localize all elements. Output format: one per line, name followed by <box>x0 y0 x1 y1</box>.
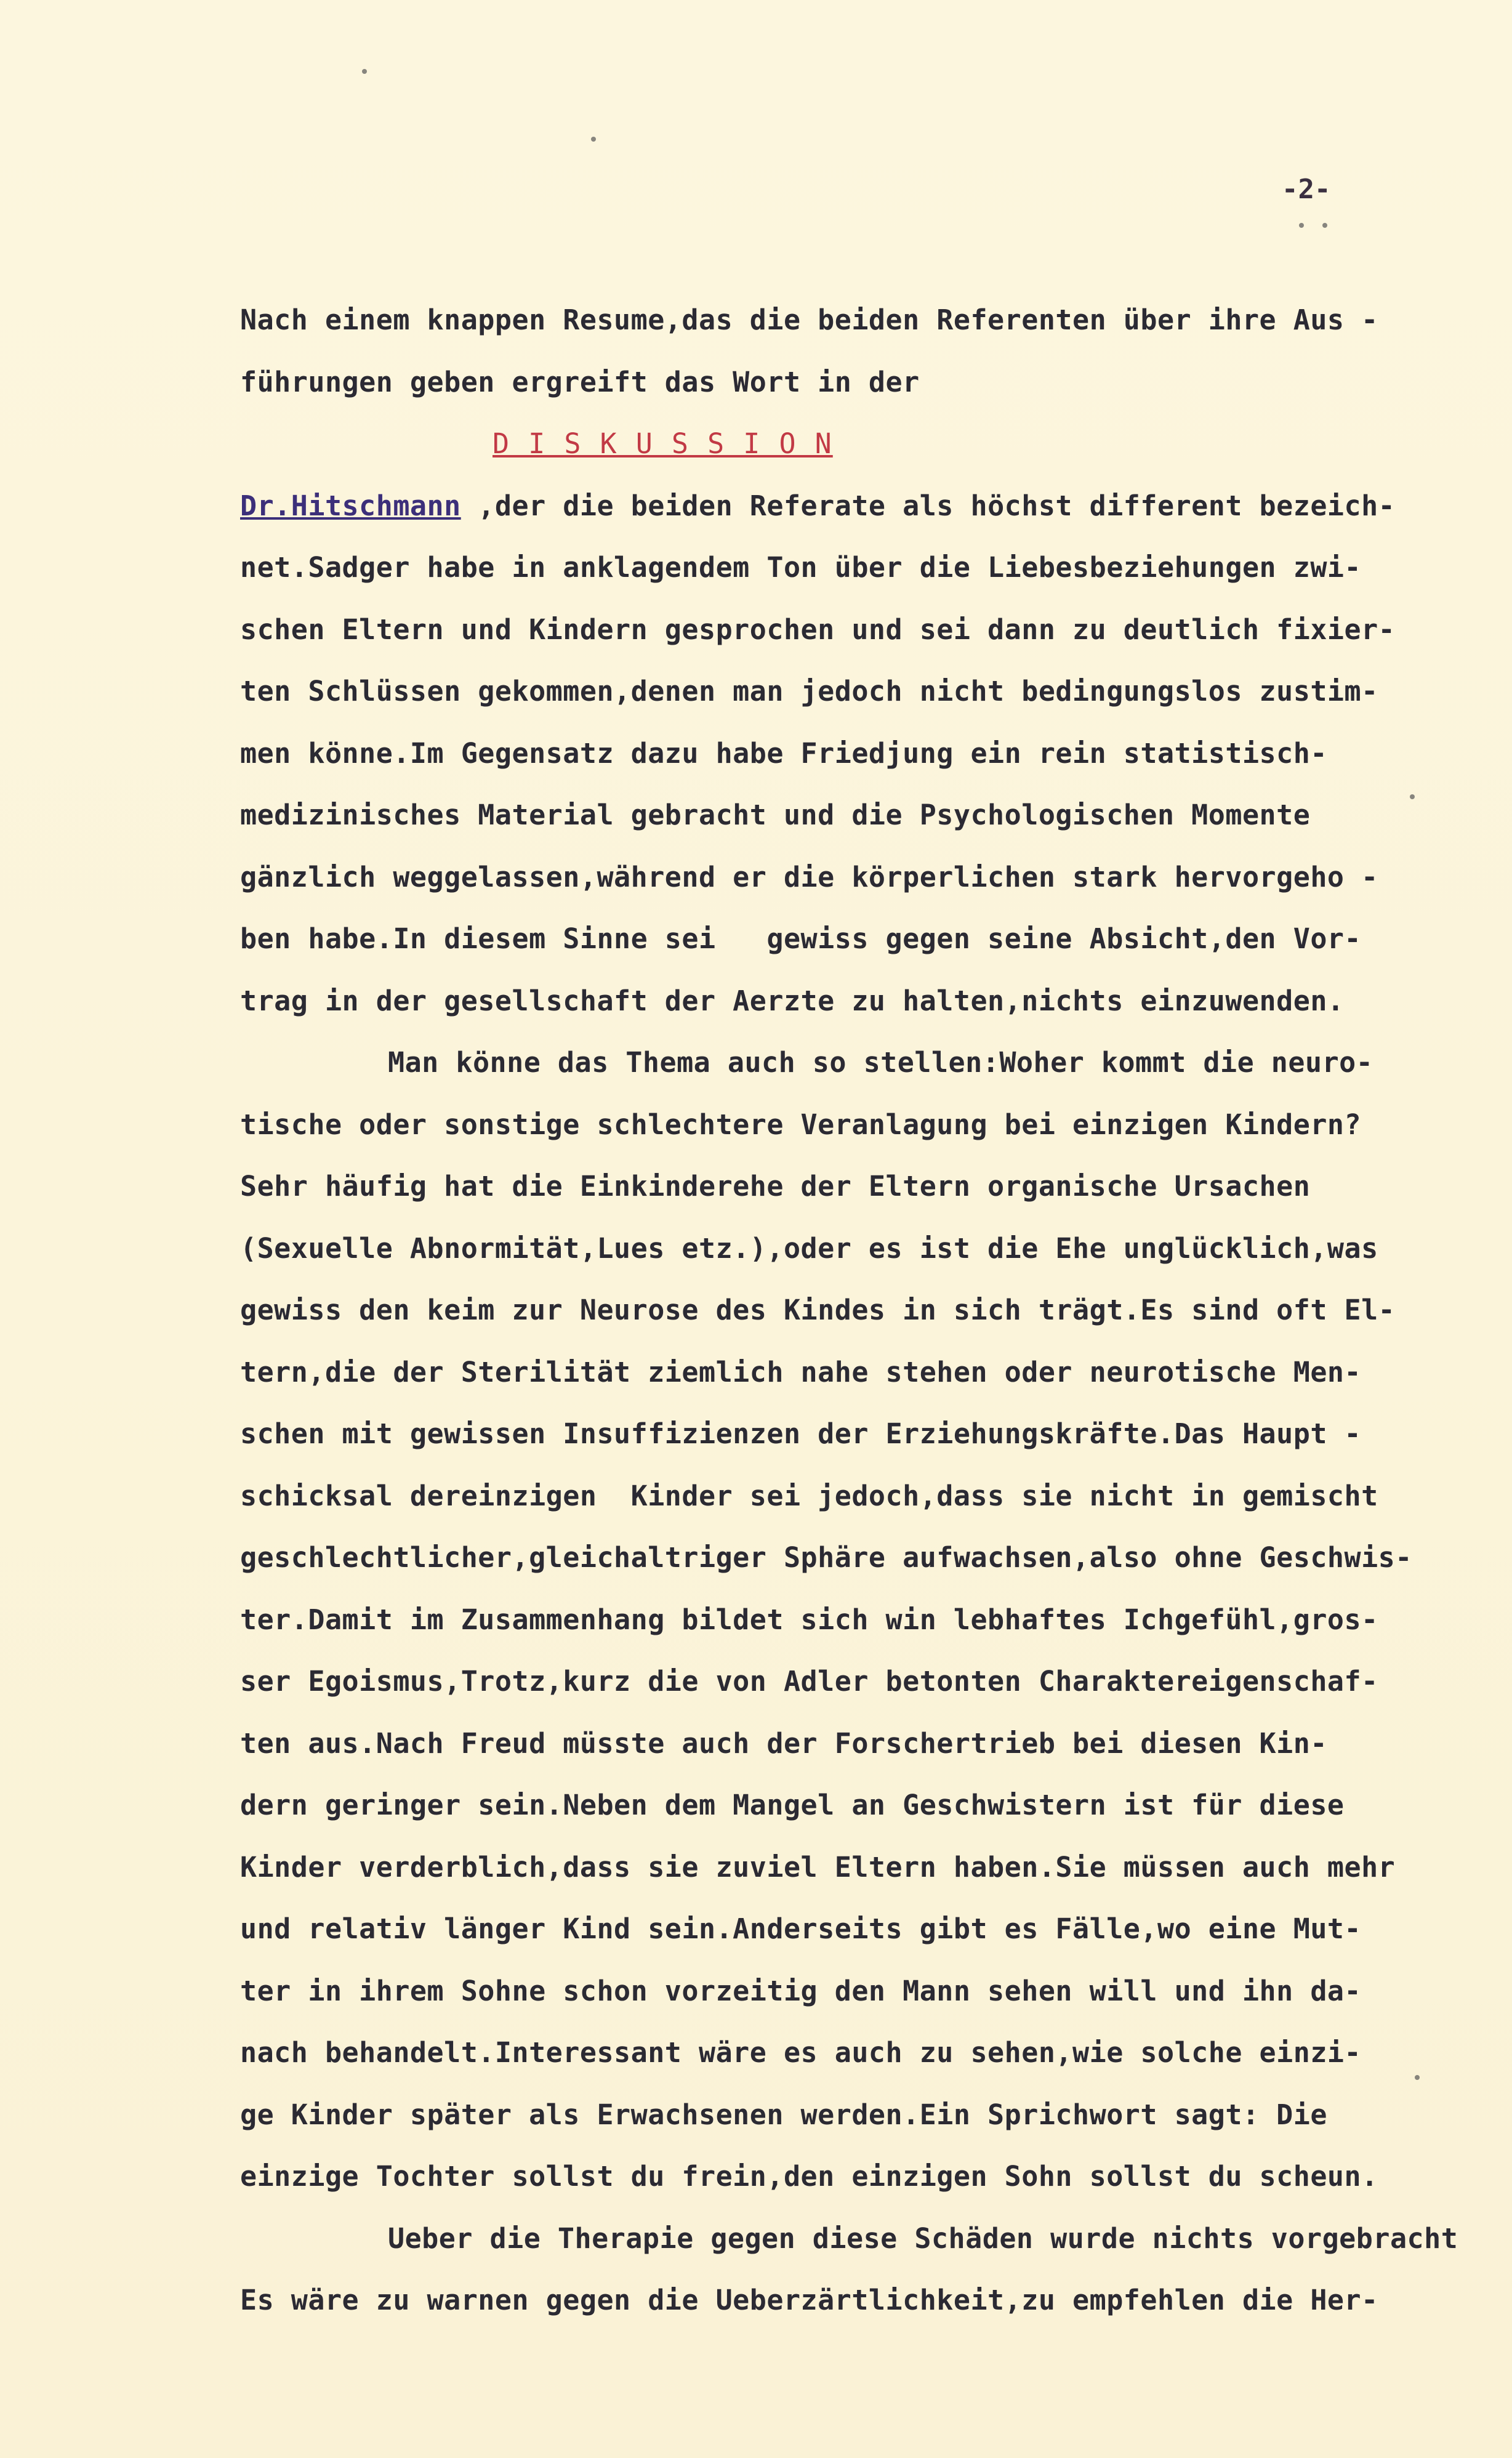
text-line: tern,die der Sterilität ziemlich nahe stehen oder neurotische Men- <box>240 1355 1362 1388</box>
text-line: schen mit gewissen Insuffizienzen der Erziehungskräfte.Das Haupt - <box>240 1417 1362 1450</box>
text-line: trag in der gesellschaft der Aerzte zu halten,nichts einzuwenden. <box>240 984 1345 1017</box>
text-line: einzige Tochter sollst du frein,den einzigen Sohn sollst du scheun. <box>240 2160 1378 2193</box>
text-line: ter in ihrem Sohne schon vorzeitig den Mann sehen will und ihn da- <box>240 1974 1362 2007</box>
text-line: nach behandelt.Interessant wäre es auch zu sehen,wie solche einzi- <box>240 2036 1362 2069</box>
discussion-first-line <box>240 475 1471 538</box>
page-number: -2- <box>1282 174 1331 205</box>
text-line: ser Egoismus,Trotz,kurz die von Adler betonten Charaktereigenschaf- <box>240 1665 1378 1698</box>
section-heading: D I S K U S S I O N <box>493 427 833 460</box>
ink-speck <box>1322 223 1327 228</box>
text-line: medizinisches Material gebracht und die Psychologischen Momente <box>240 799 1311 831</box>
text-line: ten Schlüssen gekommen,denen man jedoch nicht bedingungslos zustim- <box>240 675 1378 707</box>
text-line: dern geringer sein.Neben dem Mangel an Geschwistern ist für diese <box>240 1789 1345 1821</box>
text-line: Kinder verderblich,dass sie zuviel Eltern haben.Sie müssen auch mehr <box>240 1850 1396 1884</box>
text-line: Es wäre zu warnen gegen die Ueberzärtlichkeit,zu empfehlen die Her- <box>240 2284 1378 2316</box>
text-line: tische oder sonstige schlechtere Veranlagung bei einzigen Kindern? <box>240 1108 1362 1141</box>
text-line: schen Eltern und Kindern gesprochen und sei dann zu deutlich fixier- <box>240 613 1396 646</box>
text-line: und relativ länger Kind sein.Anderseits gibt es Fälle,wo eine Mut- <box>240 1912 1362 1945</box>
text-line: ter.Damit im Zusammenhang bildet sich win lebhaftes Ichgefühl,gros- <box>240 1603 1378 1636</box>
ink-speck <box>591 137 596 142</box>
text-line: gewiss den keim zur Neurose des Kindes in sich trägt.Es sind oft El- <box>240 1294 1396 1326</box>
text-line: gänzlich weggelassen,während er die körperlichen stark hervorgeho - <box>240 860 1378 893</box>
typewritten-body <box>240 289 1471 2332</box>
text-line: (Sexuelle Abnormität,Lues etz.),oder es ist die Ehe unglücklich,was <box>240 1231 1378 1265</box>
text-line: Sehr häufig hat die Einkinderehe der Eltern organische Ursachen <box>240 1170 1311 1203</box>
text-line: net.Sadger habe in anklagendem Ton über die Liebesbeziehungen zwi- <box>240 551 1362 584</box>
text-line: Nach einem knappen Resume,das die beiden Referenten über ihre Aus - <box>240 304 1378 336</box>
text-line-rest: ,der die beiden Referate als höchst different bezeich- <box>460 489 1396 522</box>
text-line: Ueber die Therapie gegen diese Schäden wurde nichts vorgebracht <box>388 2222 1458 2255</box>
ink-speck <box>362 69 367 74</box>
text-line: Man könne das Thema auch so stellen:Woher kommt die neuro- <box>388 1046 1373 1079</box>
text-line: geschlechtlicher,gleichaltriger Sphäre aufwachsen,also ohne Geschwis- <box>240 1541 1412 1574</box>
ink-speck <box>1299 223 1304 228</box>
text-line: führungen geben ergreift das Wort in der <box>240 365 920 398</box>
speaker-name: Dr.Hitschmann <box>240 489 461 522</box>
text-line: ben habe.In diesem Sinne sei gewiss gegen seine Absicht,den Vor- <box>240 922 1362 955</box>
text-line: schicksal dereinzigen Kinder sei jedoch,dass sie nicht in gemischt <box>240 1479 1378 1512</box>
text-line: ten aus.Nach Freud müsste auch der Forschertrieb bei diesen Kin- <box>240 1727 1327 1760</box>
text-line: ge Kinder später als Erwachsenen werden.Ein Sprichwort sagt: Die <box>240 2098 1327 2131</box>
text-line: men könne.Im Gegensatz dazu habe Friedjung ein rein statistisch- <box>240 736 1327 770</box>
